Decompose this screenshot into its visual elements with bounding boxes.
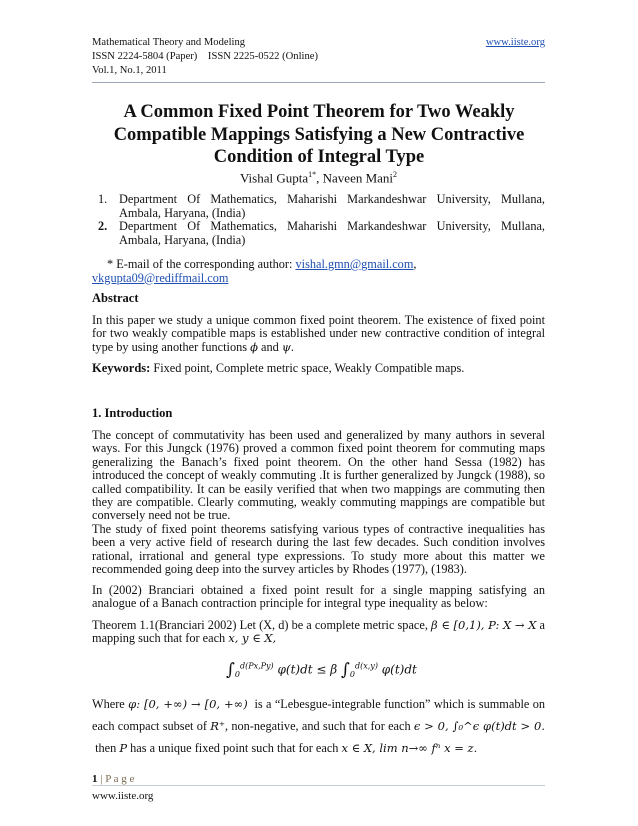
keywords-label: Keywords: xyxy=(92,361,151,375)
affiliation-list xyxy=(92,193,545,247)
email-prefix: * E-mail of the corresponding author: xyxy=(107,257,296,271)
author-2-superscript: 2 xyxy=(393,170,398,179)
intro-paragraph-3: In (2002) Branciari obtained a fixed point result for a single mapping satisfying an analogue of a Banach contraction principle for integral type inequality as below: xyxy=(92,583,545,611)
footer-website: www.iiste.org xyxy=(92,790,154,802)
psi-symbol: ψ xyxy=(281,339,291,354)
page-label: P a g e xyxy=(105,773,135,785)
page-footer xyxy=(92,772,153,803)
intro-paragraph-1: The concept of commutativity has been used and generalized by many authors in several ways. For this Jungck (1976) proved a common fixed point theorem for commuting maps generalizing the Banach’s fixed point theorem. On the other hand Sessa (1982) has introduced the concept of weakly commuting .It is further generalized by Jungck (1988), so called compatibility. It can be easily verified that when two mappings are commuting then they are compatible. Clearly commuting, weakly commuting mappings are compatible but conversely need not be true. xyxy=(92,428,545,523)
intro-paragraph-2: The study of fixed point theorems satisfying various types of contractive inequalities has been a very active field of research during the last few decades. Such condition involves rational, irrational and general type expressions. To study more about this matter we recommended going deep into the survey articles by Rhodes (1977), (1983). xyxy=(92,522,545,577)
affiliation-number: 2. xyxy=(98,219,108,234)
header-divider xyxy=(92,82,545,83)
integral-sign: ∫ xyxy=(226,660,235,680)
page-separator: | xyxy=(100,773,103,785)
phi-symbol: ϕ xyxy=(250,339,258,354)
keywords-text: Fixed point, Complete metric space, Weakly Compatible maps. xyxy=(150,361,465,375)
introduction-heading: 1. Introduction xyxy=(92,406,173,420)
keywords-line xyxy=(92,362,545,375)
email-comma: , xyxy=(413,257,417,271)
page-number: 1 xyxy=(92,773,98,785)
affiliation-item xyxy=(92,193,545,220)
author-1: Vishal Gupta xyxy=(239,170,309,186)
footer-divider xyxy=(92,785,545,786)
abstract-text: In this paper we study a unique common fixed point theorem. The existence of fixed point for two weakly compatible maps is established under new contractive condition of integral type by using another functions ϕ and ψ. xyxy=(92,313,545,354)
author-1-superscript: 1* xyxy=(308,170,317,179)
email-link-2[interactable]: vkgupta09@rediffmail.com xyxy=(92,270,229,285)
journal-header xyxy=(92,36,545,78)
paper-title: A Common Fixed Point Theorem for Two Weakly Compatible Mappings Satisfying a New Contractive Condition of Integral Type xyxy=(113,102,525,167)
abstract-heading: Abstract xyxy=(92,291,139,305)
corresponding-email xyxy=(92,257,547,285)
author-line xyxy=(92,170,545,186)
issn-line: ISSN 2224-5804 (Paper) ISSN 2225-0522 (Online) xyxy=(92,51,318,62)
author-separator: , xyxy=(316,170,323,186)
integral-inequality: $\int_0^{d(Px,Py)}$ φ(t)dt ≤ β $\int_0^{d(x,y)}$ φ(t)dt xyxy=(226,660,417,680)
journal-name: Mathematical Theory and Modeling xyxy=(92,37,246,48)
email-link-1[interactable]: vishal.gmn@gmail.com xyxy=(295,257,414,271)
author-2: Naveen Mani xyxy=(322,170,394,186)
journal-website-link[interactable]: www.iiste.org xyxy=(485,37,545,48)
affiliation-text: Department Of Mathematics, Maharishi Markandeshwar University, Mullana, Ambala, Haryana, (India) xyxy=(119,219,545,247)
affiliation-number: 1. xyxy=(98,192,108,206)
integral-sign: ∫ xyxy=(341,660,350,680)
volume-line: Vol.1, No.1, 2011 xyxy=(92,65,167,76)
affiliation-text: Department Of Mathematics, Maharishi Markandeshwar University, Mullana, Ambala, Haryana, (India) xyxy=(119,192,545,220)
theorem-conditions: Where φ: [0, +∞) → [0, +∞) is a “Lebesgue-integrable function” which is summable on each compact subset of R⁺, non-negative, and such that for each ϵ > 0, ∫₀^ϵ φ(t)dt > 0. then P has a unique fixed point such that for each x ∈ X, lim n→∞ fⁿ x = z. xyxy=(92,697,549,755)
affiliation-item xyxy=(92,220,545,247)
theorem-statement: Theorem 1.1(Branciari 2002) Let (X, d) be a complete metric space, β ∈ [0,1), P: X → X a mapping such that for each x, y ∈ X, xyxy=(92,618,549,646)
